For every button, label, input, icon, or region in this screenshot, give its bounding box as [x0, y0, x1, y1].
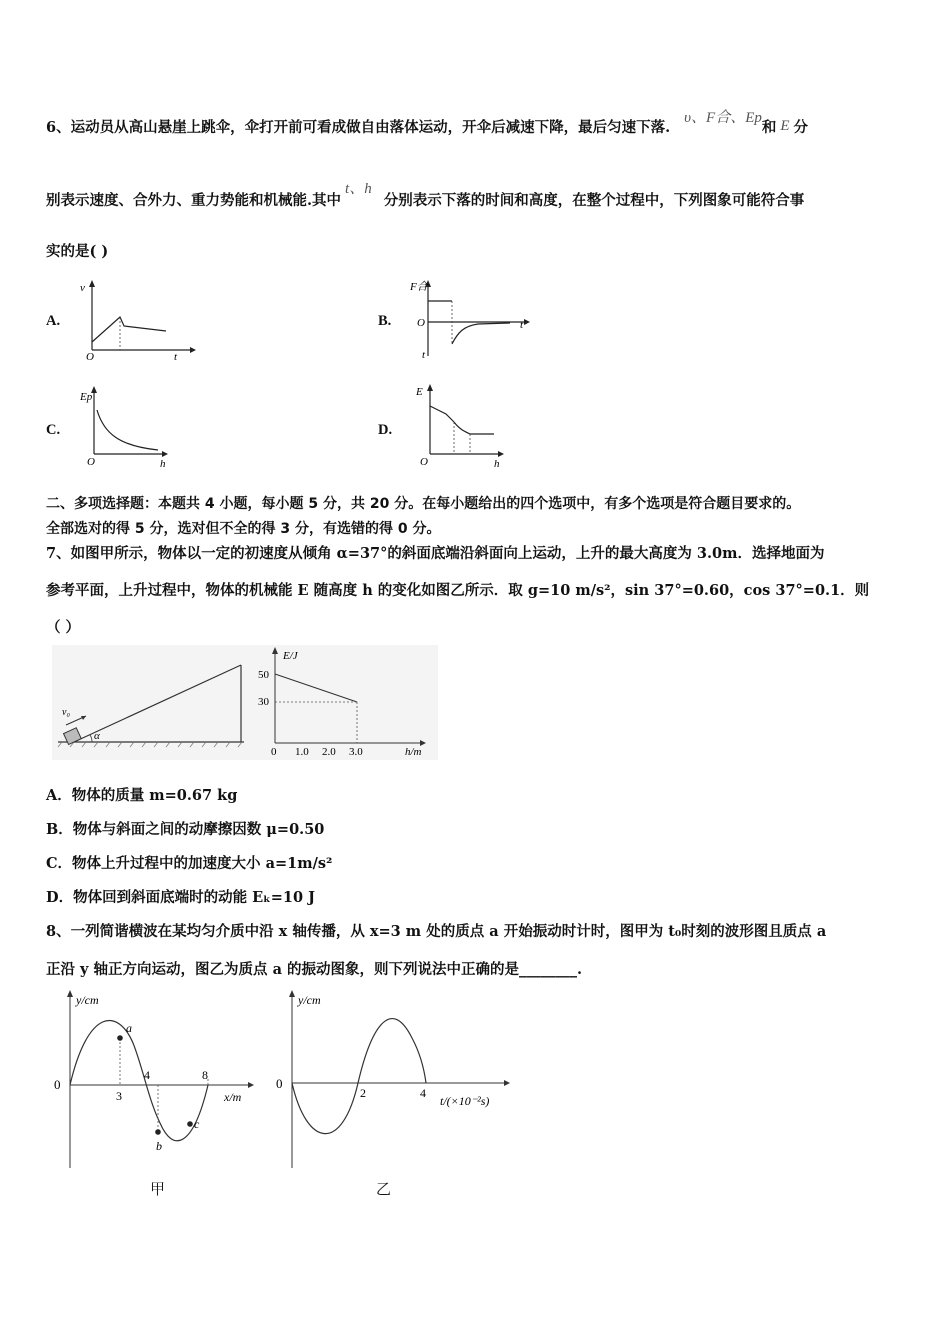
energy-ytick-30: 30	[258, 696, 269, 708]
q8-line1: 8、一列简谐横波在某均匀介质中沿 x 轴传播，从 x=3 m 处的质点 a 开始振动时计时，图甲为 t₀时刻的波形图且质点 a	[46, 923, 827, 940]
graph-c-origin: O	[87, 456, 95, 468]
jia-xtick-3: 3	[116, 1089, 122, 1103]
graph-c-xlabel: h	[160, 458, 166, 470]
energy-xtick-1: 1.0	[295, 746, 309, 758]
q8-line2: 正沿 y 轴正方向运动，图乙为质点 a 的振动图象，则下列说法中正确的是________.	[46, 961, 583, 978]
q7-line1: 7、如图甲所示，物体以一定的初速度从倾角 α=37°的斜面底端沿斜面向上运动，上升的最大高度为 3.0m．选择地面为	[46, 545, 825, 562]
q8-figure-jia	[48, 988, 268, 1178]
energy-graph-xlabel: h/m	[405, 746, 422, 758]
q7-line3: （ ）	[46, 619, 81, 636]
graph-a-xlabel: t	[174, 351, 178, 363]
energy-xtick-0: 0	[271, 746, 277, 758]
q6-line2: 别表示速度、合外力、重力势能和机械能.其中t、h分别表示下落的时间和高度，在整个过程中，下列图象可能符合事	[46, 181, 805, 209]
q6-line1: 6、运动员从高山悬崖上跳伞，伞打开前可看成做自由落体运动，开伞后减速下降，最后匀速下落.υ、F合、Ep和 E 分	[46, 110, 809, 136]
q6-option-c-label[interactable]: C.	[46, 422, 61, 438]
jia-xtick-8: 8	[202, 1068, 208, 1082]
q7-figure-incline	[52, 645, 252, 760]
graph-b-ylabel: F合	[410, 281, 428, 293]
yi-xtick-2: 2	[360, 1086, 366, 1100]
yi-ylabel: y/cm	[298, 993, 321, 1007]
graph-a-ylabel: v	[80, 282, 85, 294]
incline-v0-label: v₀	[62, 707, 70, 718]
jia-ylabel: y/cm	[76, 993, 99, 1007]
q6-option-b-label[interactable]: B.	[378, 313, 392, 329]
q6-option-d-label[interactable]: D.	[378, 422, 393, 438]
q7-option-d[interactable]: D．物体回到斜面底端时的动能 Eₖ=10 J	[46, 889, 315, 906]
jia-xtick-4: 4	[144, 1068, 150, 1082]
section2-line2: 全部选对的得 5 分，选对但不全的得 3 分，有选错的得 0 分。	[46, 521, 441, 537]
q7-line2: 参考平面，上升过程中，物体的机械能 E 随高度 h 的变化如图乙所示．取 g=10 m/s²，sin 37°=0.60，cos 37°=0.1．则	[46, 582, 870, 599]
energy-ytick-50: 50	[258, 669, 269, 681]
graph-a-origin: O	[86, 351, 94, 363]
q6-symbols-2: t、h	[345, 181, 372, 197]
q8-figure-yi	[272, 988, 522, 1178]
q8-caption-jia: 甲	[150, 1180, 166, 1198]
q6-line3: 实的是( )	[46, 243, 109, 260]
incline-alpha-label: α	[94, 730, 100, 742]
graph-b-below: t	[422, 349, 426, 361]
q6-graph-d	[412, 384, 512, 470]
jia-origin: 0	[54, 1077, 61, 1092]
graph-d-xlabel: h	[494, 458, 500, 470]
q6-symbols-1: υ、F合、Ep	[684, 110, 762, 126]
q6-graph-b	[408, 276, 538, 366]
jia-point-a: a	[126, 1021, 132, 1035]
yi-xtick-4: 4	[420, 1086, 426, 1100]
graph-d-origin: O	[420, 456, 428, 468]
section2-line1: 二、多项选择题：本题共 4 小题，每小题 5 分，共 20 分。在每小题给出的四个选项中，有多个选项是符合题目要求的。	[46, 496, 801, 512]
energy-graph-ylabel: E/J	[283, 650, 298, 662]
graph-b-xlabel: t	[520, 319, 524, 331]
q7-option-b[interactable]: B．物体与斜面之间的动摩擦因数 μ=0.50	[46, 821, 325, 838]
energy-xtick-2: 2.0	[322, 746, 336, 758]
q6-graph-a	[78, 280, 198, 363]
graph-d-ylabel: E	[416, 386, 423, 398]
jia-point-c: c	[194, 1117, 200, 1131]
graph-b-origin: O	[417, 317, 425, 329]
energy-xtick-3: 3.0	[349, 746, 363, 758]
jia-point-b: b	[156, 1139, 162, 1153]
graph-c-ylabel: Ep	[80, 391, 93, 403]
jia-xlabel: x/m	[224, 1090, 242, 1104]
q8-caption-yi: 乙	[376, 1180, 392, 1198]
yi-origin: 0	[276, 1076, 283, 1091]
q6-graph-c	[80, 386, 180, 470]
yi-xlabel: t/(×10⁻²s)	[440, 1094, 490, 1108]
q7-figure-energy-graph	[255, 645, 440, 760]
q7-option-a[interactable]: A．物体的质量 m=0.67 kg	[46, 787, 238, 804]
q6-option-a-label[interactable]: A.	[46, 313, 61, 329]
q7-option-c[interactable]: C．物体上升过程中的加速度大小 a=1m/s²	[46, 855, 333, 872]
